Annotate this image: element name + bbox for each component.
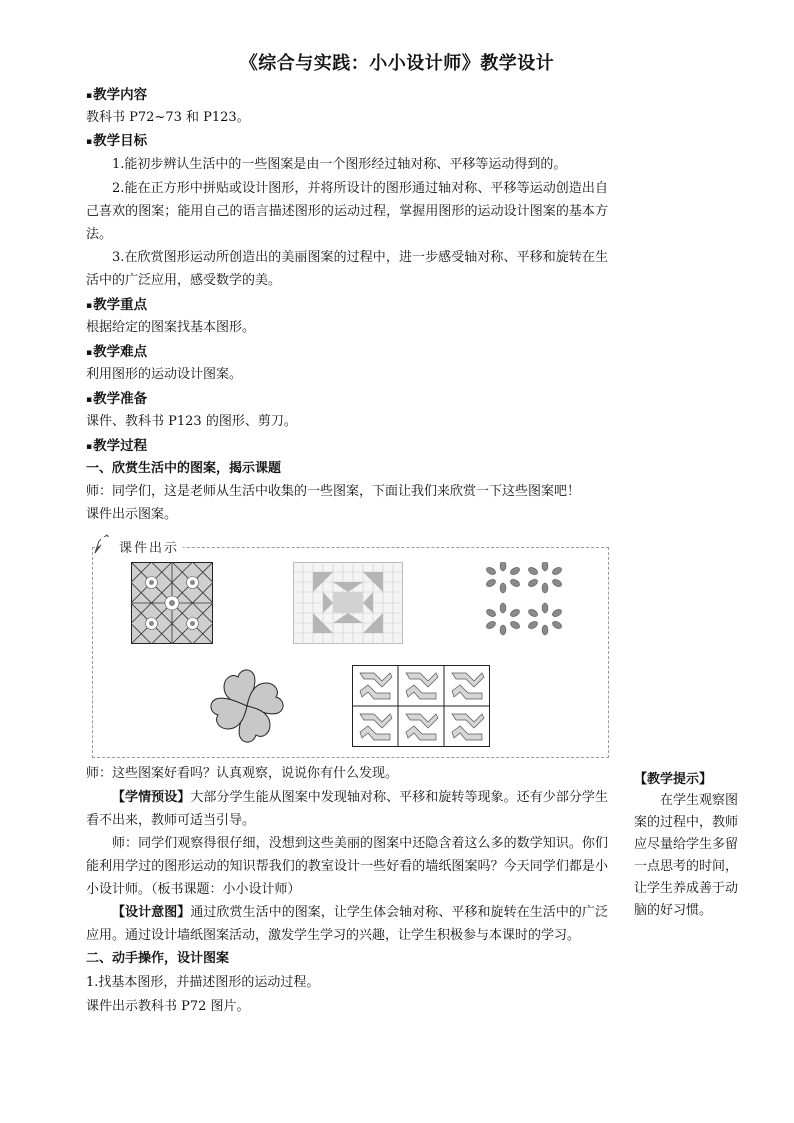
section-process-heading-text: 教学过程	[93, 438, 148, 454]
section-prep-heading	[86, 388, 147, 412]
sidebar-text: 在学生观察图案的过程中，教师应尽量给学生多留一点思考的时间，让学生养成善于动脑的好习惯。	[634, 793, 739, 918]
content-text: 教科书 P72~73 和 P123。	[86, 110, 250, 125]
design-intent-text: 通过欣赏生活中的图案，让学生体会轴对称、平移和旋转在生活中的广泛应用。通过设计墙纸图案活动，激发学生学习的兴趣，让学生积极参与本课时的学习。	[86, 905, 608, 943]
section-key-heading	[86, 294, 147, 318]
section-goals-heading-text: 教学目标	[93, 133, 148, 149]
learning-preset-paragraph	[86, 786, 608, 832]
step-1-paragraph-4: 师：同学们观察得很仔细，没想到这些美丽的图案中还隐含着这么多的数学知识。你们能利用学过的图形运动的知识帮我们的教室设计一些好看的墙纸图案吗？今天同学们都是小小设计师。（板书课题：小小设计师）	[86, 836, 608, 897]
section-difficulty-heading-text: 教学难点	[93, 344, 148, 360]
goal-1: 1.能初步辨认生活中的一些图案是由一个图形经过轴对称、平移等运动得到的。	[112, 157, 567, 172]
step-1-paragraph-1: 师：同学们，这是老师从生活中收集的一些图案，下面让我们来欣赏一下这些图案吧！	[86, 484, 581, 499]
square-bullet-icon: ▪	[86, 137, 93, 147]
step-2-paragraph-1: 1.找基本图形，并描述图形的运动过程。	[86, 975, 320, 990]
step-2-heading: 二、动手操作，设计图案	[86, 951, 230, 966]
four-heart-clover-image	[202, 665, 292, 747]
section-difficulty-heading	[86, 341, 147, 365]
key-text: 根据给定的图案找基本图形。	[86, 320, 256, 335]
section-prep-heading-text: 教学准备	[93, 391, 148, 407]
prep-text: 课件、教科书 P123 的图形、剪刀。	[86, 414, 297, 429]
square-bullet-icon: ▪	[86, 442, 93, 452]
square-bullet-icon: ▪	[86, 301, 93, 311]
step-1-heading: 一、欣赏生活中的图案，揭示课题	[86, 461, 282, 476]
step-1-paragraph-2: 课件出示图案。	[86, 507, 178, 522]
learning-preset-tag: 【学情预设】	[112, 790, 191, 805]
grid-triangle-pattern-image	[293, 562, 403, 644]
learning-preset-text: 大部分学生能从图案中发现轴对称、平移和旋转等现象。还有少部分学生看不出来，教师可适当引导。	[86, 790, 608, 828]
section-goals-heading	[86, 130, 147, 154]
design-intent-tag: 【设计意图】	[112, 905, 191, 920]
goal-3: 3.在欣赏图形运动所创造出的美丽图案的过程中，进一步感受轴对称、平移和旋转在生活中的广泛应用，感受数学的美。	[86, 250, 608, 288]
section-content-heading-text: 教学内容	[93, 87, 148, 103]
square-bullet-icon: ▪	[86, 91, 93, 101]
petal-rings-pattern-image	[483, 562, 565, 644]
section-process-heading	[86, 435, 147, 459]
page-title: 《综合与实践：小小设计师》教学设计	[239, 53, 555, 74]
difficulty-text: 利用图形的运动设计图案。	[86, 367, 243, 382]
goal-2: 2.能在正方形中拼贴或设计图形，并将所设计的图形通过轴对称、平移等运动创造出自己喜欢的图案；能用自己的语言描述图形的运动过程，掌握用图形的运动设计图案的基本方法。	[86, 181, 608, 242]
section-content-heading	[86, 84, 147, 108]
step-2-paragraph-2: 课件出示教科书 P72 图片。	[86, 999, 250, 1014]
chain-wallpaper-pattern-image	[352, 665, 490, 747]
section-key-heading-text: 教学重点	[93, 297, 148, 313]
sidebar-title: 【教学提示】	[634, 772, 713, 787]
step-1-paragraph-3: 师：这些图案好看吗？认真观察，说说你有什么发现。	[86, 766, 399, 781]
design-intent-paragraph	[86, 901, 608, 947]
figure-label: 课件出示	[101, 537, 183, 556]
tile-pattern-image	[131, 562, 213, 644]
square-bullet-icon: ▪	[86, 348, 93, 358]
square-bullet-icon: ▪	[86, 395, 93, 405]
